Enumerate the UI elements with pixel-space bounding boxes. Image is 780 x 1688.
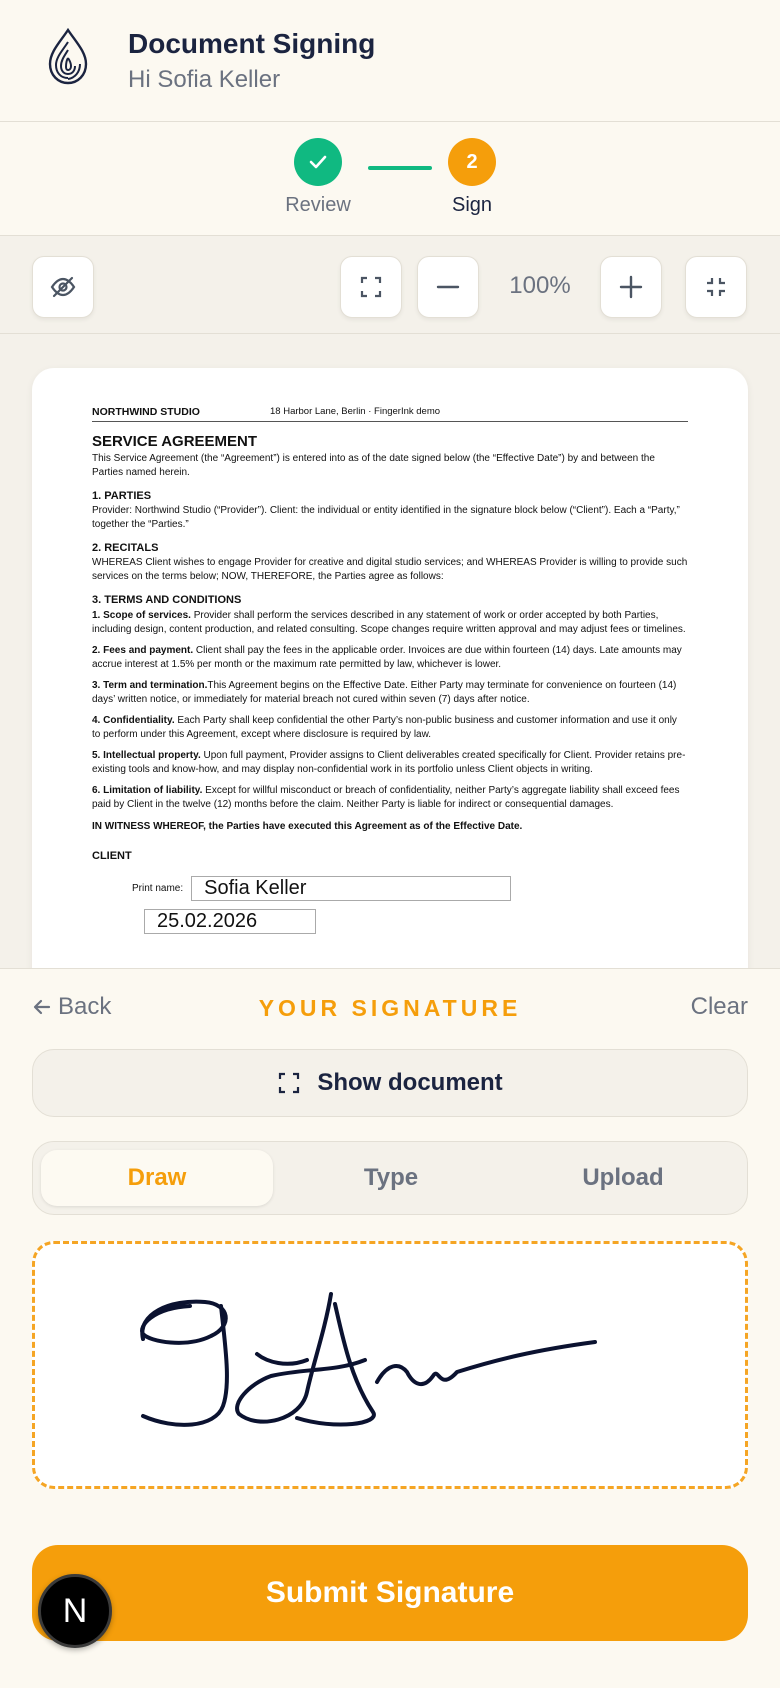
- step-review-indicator: [294, 138, 342, 186]
- collapse-icon: [703, 274, 729, 300]
- print-name-row: [132, 876, 688, 901]
- date-field: 25.02.2026: [144, 909, 316, 934]
- clause-text: Upon full payment, Provider assigns to Client deliverables created specifically for Client. Provider retains pre-existing tools and know-how, and may display non-confidential work in its portfolio unless Client objects in writing.: [92, 750, 686, 775]
- print-name-field: Sofia Keller: [191, 876, 511, 901]
- back-label: Back: [58, 993, 112, 1020]
- clause: [92, 609, 688, 637]
- clause-title: 4. Confidentiality.: [92, 715, 175, 726]
- submit-signature-button[interactable]: Submit Signature: [32, 1545, 748, 1641]
- clause-title: 3. Term and termination.: [92, 680, 208, 691]
- step-connector: [368, 166, 432, 170]
- check-icon: [307, 151, 329, 173]
- section-heading: 3. TERMS AND CONDITIONS: [92, 594, 242, 606]
- eye-off-icon: [49, 273, 77, 301]
- signature-mode-tabs: [32, 1141, 748, 1215]
- section-heading: 1. PARTIES: [92, 490, 152, 502]
- section-text: WHEREAS Client wishes to engage Provider for creative and digital studio services; and WHEREAS Provider is willing to provide such services on the terms below; NOW, THEREFORE, the Parties agree as follows:: [92, 557, 688, 582]
- document-viewer[interactable]: [0, 334, 780, 968]
- clause: [92, 679, 688, 707]
- zoom-level: 100%: [509, 272, 571, 299]
- dev-tools-badge[interactable]: N: [38, 1574, 112, 1648]
- clause-title: 1. Scope of services.: [92, 610, 191, 621]
- app-title: Document Signing: [128, 28, 376, 59]
- step-review-label: Review: [285, 194, 351, 216]
- signature-canvas[interactable]: [32, 1241, 748, 1489]
- clear-button[interactable]: Clear: [690, 993, 748, 1020]
- clause-title: 6. Limitation of liability.: [92, 785, 203, 796]
- client-heading: CLIENT: [92, 850, 132, 862]
- expand-icon: [277, 1071, 301, 1095]
- document-toolbar: [0, 236, 780, 334]
- fingerprint-drop-icon: [46, 28, 90, 86]
- section-heading: 2. RECITALS: [92, 542, 159, 554]
- document-title: SERVICE AGREEMENT: [92, 433, 258, 450]
- signature-panel: [0, 968, 780, 1688]
- progress-stepper: [0, 122, 780, 236]
- clause-text: Provider shall perform the services described in any statement of work or order accepted by both Parties, including design, content production, and related consulting. Scope changes require written approval and may adjust fees or timelines.: [92, 610, 686, 635]
- section-text: Provider: Northwind Studio (“Provider”). Client: the individual or entity identified in the signature block below (“Client”). Each a “Party,” together the “Parties.”: [92, 505, 680, 530]
- witness-statement: IN WITNESS WHEREOF, the Parties have executed this Agreement as of the Effective Date.: [92, 821, 523, 832]
- show-document-button[interactable]: [32, 1049, 748, 1117]
- signature-drawing: [35, 1244, 745, 1486]
- step-sign-indicator: 2: [448, 138, 496, 186]
- document-address: 18 Harbor Lane, Berlin · FingerInk demo: [270, 406, 441, 417]
- tab-draw[interactable]: Draw: [41, 1150, 273, 1206]
- show-document-label: Show document: [317, 1069, 503, 1096]
- fullscreen-button[interactable]: [340, 256, 402, 318]
- document-intro: This Service Agreement (the “Agreement”) is entered into as of the date signed below (the “Effective Date”) by and between the Parties named herein.: [92, 453, 655, 478]
- hide-document-button[interactable]: [32, 256, 94, 318]
- user-greeting: Hi Sofia Keller: [128, 66, 281, 93]
- clause: [92, 644, 688, 672]
- clause: [92, 714, 688, 742]
- app-header: [0, 0, 780, 122]
- clause: [92, 784, 688, 812]
- zoom-out-button[interactable]: [417, 256, 479, 318]
- expand-icon: [358, 274, 384, 300]
- clause-text: This Agreement begins on the Effective Date. Either Party may terminate for convenience on fourteen (14) days’ written notice, or immediately for material breach not cured within seven (7) days after notice.: [92, 680, 677, 705]
- clause-title: 5. Intellectual property.: [92, 750, 201, 761]
- clause-text: Client shall pay the fees in the applicable order. Invoices are due within fourteen (14) days. Late amounts may accrue interest at 1.5% per month or the maximum rate permitted by law, whichever is lower.: [92, 645, 682, 670]
- print-name-label: Print name:: [132, 883, 184, 894]
- clause: [92, 749, 688, 777]
- step-sign-label: Sign: [451, 194, 493, 216]
- plus-icon: [618, 274, 644, 300]
- document-letterhead: [92, 406, 688, 422]
- minus-icon: [435, 274, 461, 300]
- document-page: [32, 368, 748, 968]
- zoom-in-button[interactable]: [600, 256, 662, 318]
- clause-text: Except for willful misconduct or breach of confidentiality, neither Party’s aggregate liability shall exceed fees paid by Client in the twelve (12) months before the claim. Neither Party is liable for indirect or consequential damages.: [92, 785, 680, 810]
- clause-text: Each Party shall keep confidential the other Party’s non-public business and customer information and use it only to perform under this Agreement, except where disclosure is required by law.: [92, 715, 677, 740]
- document-company: NORTHWIND STUDIO: [92, 406, 200, 418]
- tab-upload[interactable]: Upload: [582, 1164, 664, 1191]
- tab-type[interactable]: Type: [363, 1164, 419, 1191]
- clause-title: 2. Fees and payment.: [92, 645, 194, 656]
- document-content: [92, 406, 688, 934]
- signature-heading: YOUR SIGNATURE: [258, 995, 522, 1021]
- collapse-button[interactable]: [685, 256, 747, 318]
